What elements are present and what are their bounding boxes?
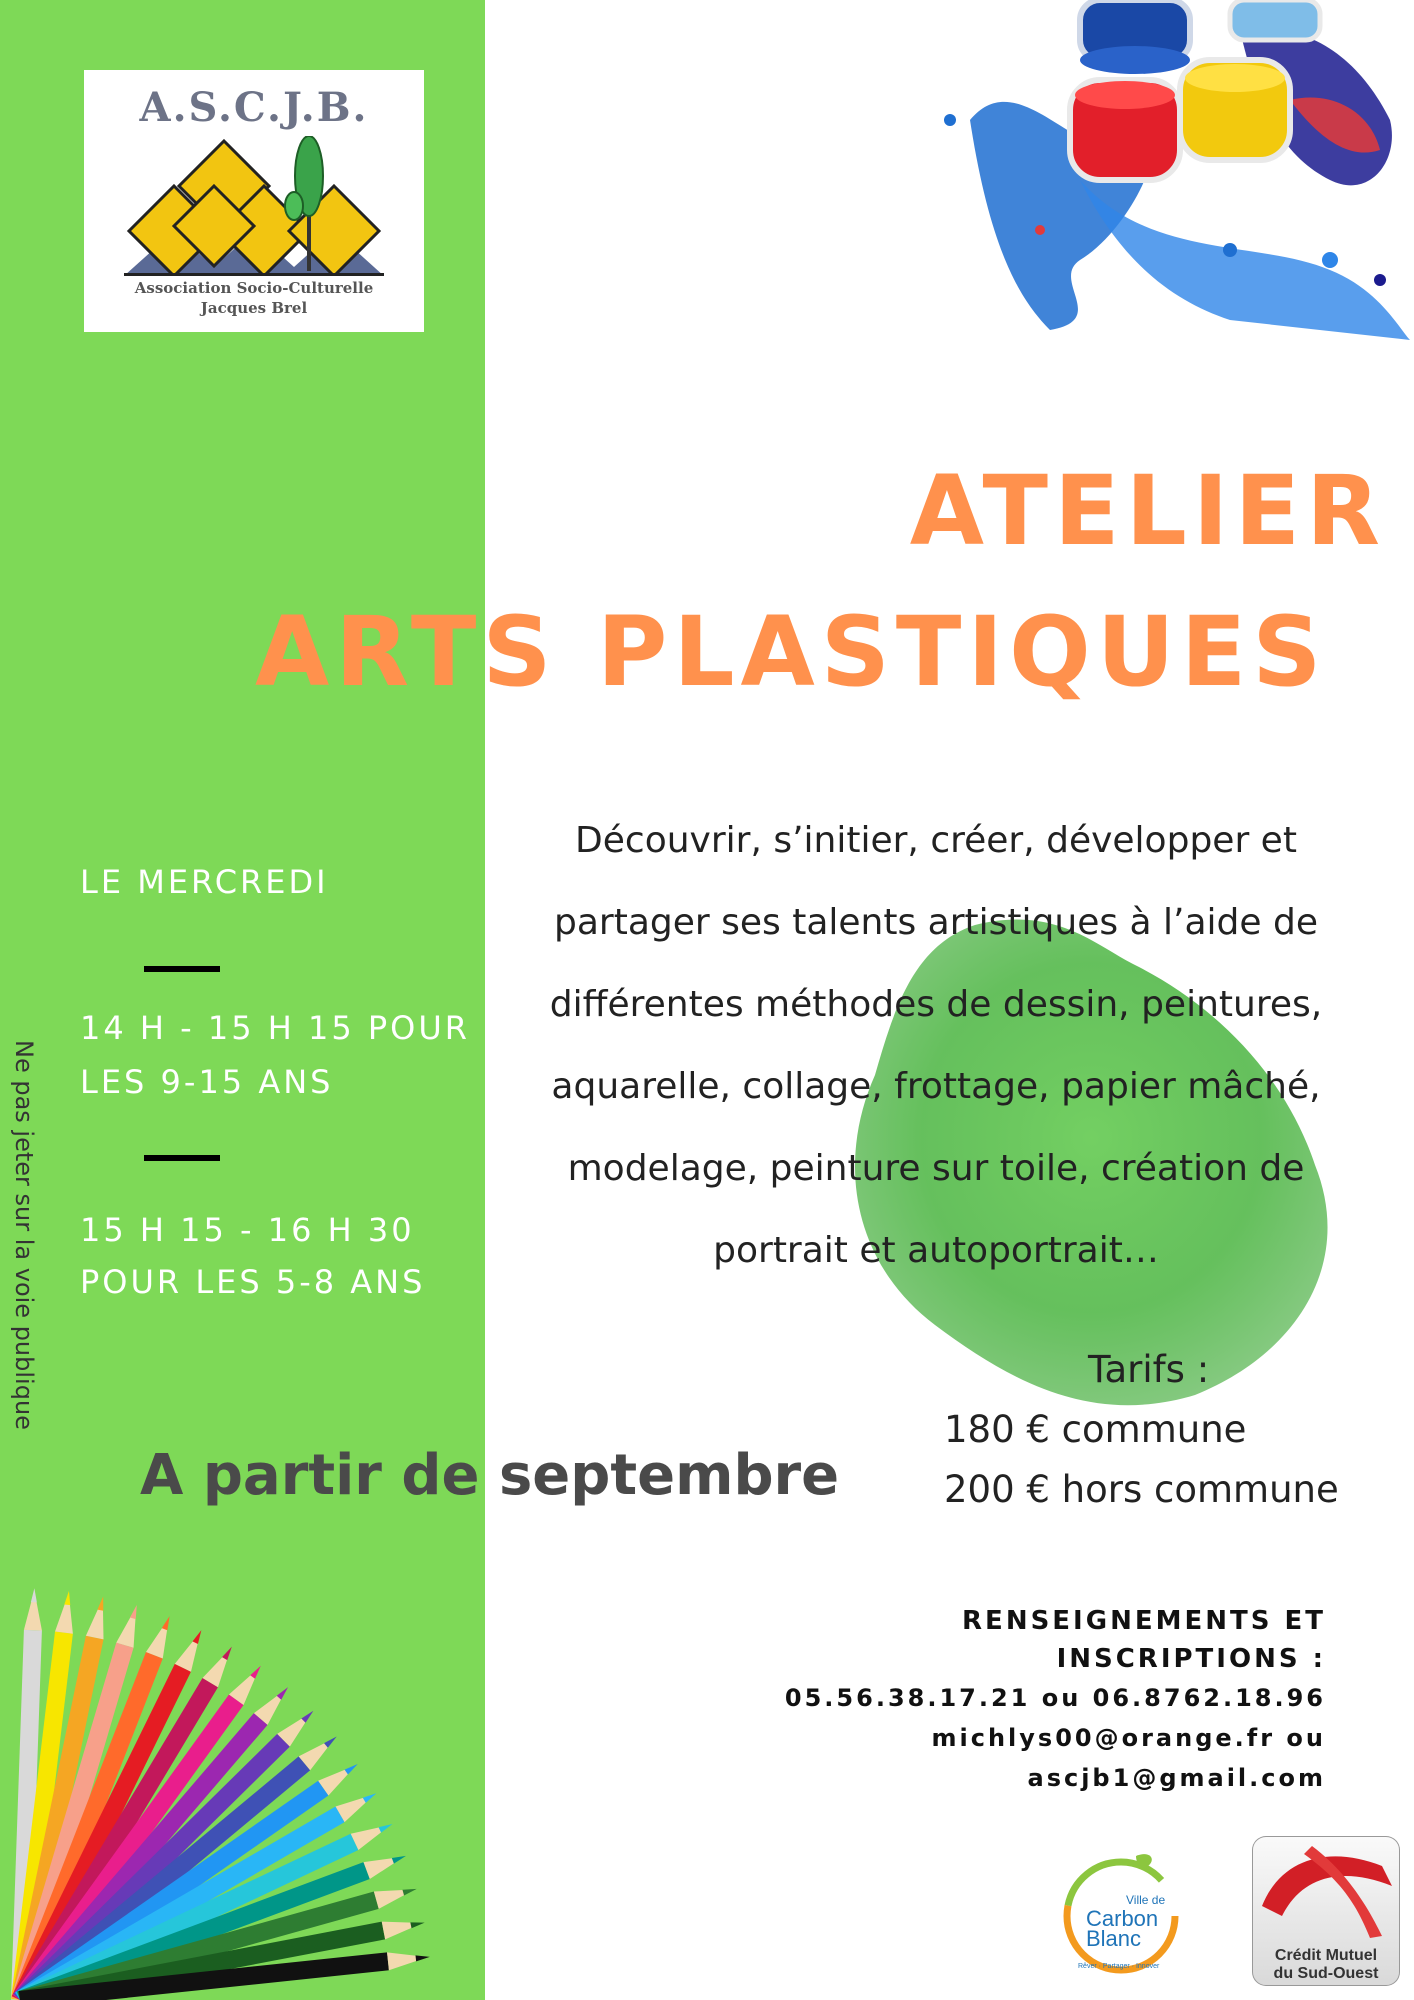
schedule-day: LE MERCREDI bbox=[80, 863, 329, 901]
carbon-name-2: Blanc bbox=[1086, 1926, 1142, 1951]
cm-line1: Crédit Mutuel bbox=[1274, 1947, 1378, 1964]
description-line: différentes méthodes de dessin, peintures, bbox=[549, 984, 1323, 1025]
pricing-resident: 180 € commune bbox=[944, 1408, 1247, 1451]
paint-jars-illustration bbox=[930, 0, 1414, 360]
description-line: partager ses talents artistiques à l’aide de bbox=[553, 902, 1318, 943]
schedule-slot1-line2: LES 9-15 ANS bbox=[80, 1063, 334, 1101]
title-line-atelier: ATELIER bbox=[909, 455, 1386, 567]
vertical-note bbox=[8, 1040, 38, 1490]
description-line: aquarelle, collage, frottage, papier mâché, bbox=[551, 1066, 1321, 1107]
pricing-title: Tarifs : bbox=[1088, 1348, 1210, 1391]
carbon-blanc-logo bbox=[1056, 1846, 1186, 1976]
start-date: A partir de septembre bbox=[140, 1443, 840, 1508]
schedule-slot1-line1: 14 H - 15 H 15 POUR bbox=[80, 1009, 470, 1047]
contact-info bbox=[785, 1602, 1326, 1798]
title-line-arts-plastiques: ARTS PLASTIQUES bbox=[255, 596, 1328, 708]
schedule-slot2-line2: POUR LES 5-8 ANS bbox=[80, 1263, 426, 1301]
description-line: Découvrir, s’initier, créer, développer et bbox=[575, 820, 1297, 861]
vertical-note-text: Ne pas jeter sur la voie publique bbox=[10, 1040, 38, 1430]
schedule-divider bbox=[144, 1155, 220, 1161]
pricing-non-resident: 200 € hors commune bbox=[944, 1468, 1339, 1511]
contact-email-1[interactable]: michlys00@orange.fr ou bbox=[931, 1724, 1326, 1752]
contact-heading-line1: RENSEIGNEMENTS ET bbox=[962, 1606, 1326, 1636]
schedule-slot2-line1: 15 H 15 - 16 H 30 bbox=[80, 1211, 415, 1249]
carbon-name-1: Carbon bbox=[1086, 1906, 1159, 1931]
cm-line2: du Sud-Ouest bbox=[1273, 1965, 1379, 1982]
schedule-divider bbox=[144, 966, 220, 972]
colored-pencils-icon bbox=[0, 1500, 470, 2000]
workshop-description bbox=[486, 800, 1386, 1292]
logo-caption bbox=[84, 278, 424, 318]
carbon-small: Ville de bbox=[1126, 1893, 1166, 1907]
description-line: portrait et autoportrait… bbox=[713, 1230, 1159, 1271]
carbon-tagline: Rêver · Partager · Innover bbox=[1078, 1963, 1160, 1970]
pricing bbox=[944, 1340, 1339, 1520]
logo-caption-line1: Association Socio-Culturelle bbox=[134, 279, 374, 297]
contact-email-2[interactable]: ascjb1@gmail.com bbox=[1027, 1764, 1326, 1792]
logo-title: A.S.C.J.B. bbox=[139, 84, 369, 131]
logo-caption-line2: Jacques Brel bbox=[200, 299, 308, 317]
ascjb-logo bbox=[84, 70, 424, 332]
contact-heading-line2: INSCRIPTIONS : bbox=[1056, 1644, 1326, 1674]
description-line: modelage, peinture sur toile, création de bbox=[567, 1148, 1305, 1189]
logo-diamonds-icon bbox=[124, 136, 384, 276]
credit-mutuel-logo bbox=[1252, 1836, 1400, 1986]
contact-phones[interactable]: 05.56.38.17.21 ou 06.8762.18.96 bbox=[784, 1684, 1326, 1712]
